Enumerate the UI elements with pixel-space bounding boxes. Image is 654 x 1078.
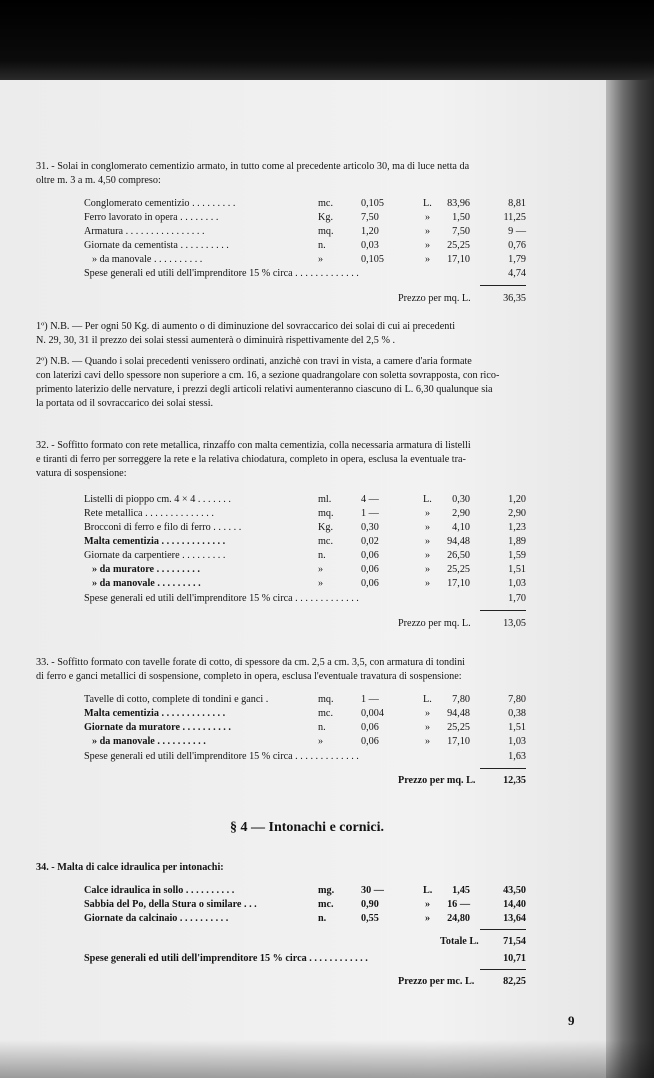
section-heading: § 4 — Intonachi e cornici. <box>230 820 384 835</box>
article-31-intro: 31. - Solai in conglomerato cementizio armato, in tutto come al precedente articolo 30, ma di luce netta da oltre m. 3 a m. 4,50 compreso: <box>36 161 470 186</box>
sum-rule <box>480 610 526 611</box>
sum-rule <box>480 768 526 769</box>
note-nb-1: 1º) N.B. — Per ogni 50 Kg. di aumento o di diminuzione del sovraccarico dei solai di cui ai precedenti N. 29, 30, 31 il prezzo dei solai stessi aumenterà o diminuirà rispettivamente del 2,5 % . <box>36 321 456 346</box>
article-33-intro: 33. - Soffitto formato con tavelle forate di cotto, di spessore da cm. 2,5 a cm. 3,5, con armatura di tondini di ferro e ganci metallici di sospensione, completo in opera, esclusa l'eventuale travatura di sospensione: <box>36 657 465 682</box>
sum-rule <box>480 285 526 286</box>
page-number: 9 <box>568 1013 575 1028</box>
article-34-intro: 34. - Malta di calce idraulica per intonachi: <box>36 862 224 873</box>
sum-rule <box>480 929 526 930</box>
book-spine-shadow <box>606 80 654 1078</box>
note-nb-2: 2º) N.B. — Quando i solai precedenti venissero ordinati, anzichè con travi in vista, a camere d'aria formate con laterizi cavi dello spessore non superiore a cm. 16, a sezione quadrangolare con soletta sovrapposta, con rico- primento laterizio delle nervature, i prezzi degli articoli relativi aumenteranno ciascuno di L. 6,30 qualunque sia la portata od il sovraccarico dei solai stessi. <box>36 356 500 409</box>
scan-bottom-shade <box>0 1040 654 1078</box>
article-32-intro: 32. - Soffitto formato con rete metallica, rinzaffo con malta cementizia, colla necessaria armatura di listelli e tiranti di ferro per sorreggere la rete e la relativa chiodatura, completo in opera, esclusa la eventuale tra- vatura di sospensione: <box>36 440 471 479</box>
sum-rule <box>480 969 526 970</box>
